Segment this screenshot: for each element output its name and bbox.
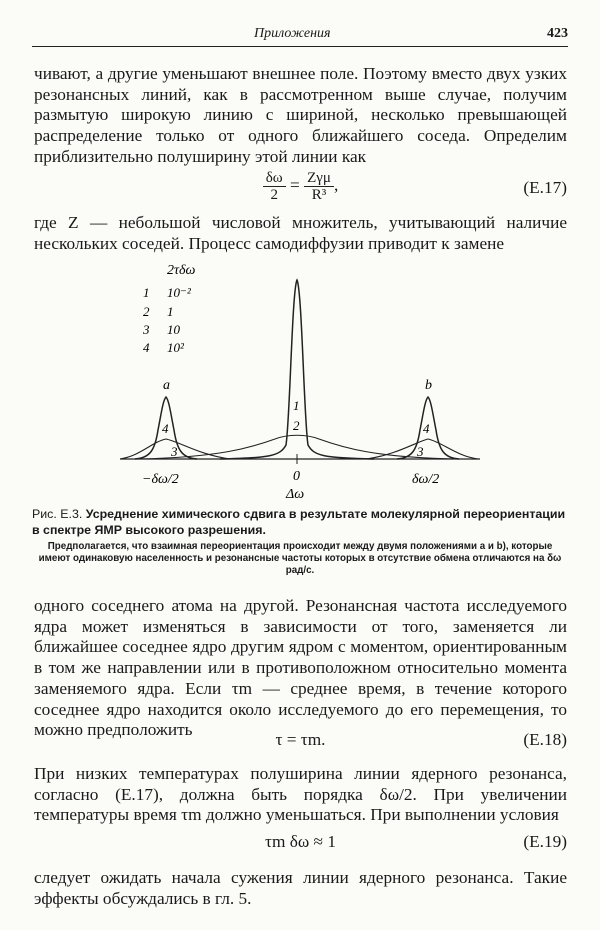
equation-label-e19: (E.19) [523,832,567,851]
legend-value-2: 1 [167,304,174,319]
equation-e19-expr: τm δω ≈ 1 [265,832,336,851]
equation-label-e18: (E.18) [523,730,567,749]
equation-e18 [34,728,567,764]
equation-e17: $\frac{\delta\omega}{2}$ = $\frac{\text{Zγμ}}{\text{R³}}$ , (E.17) [34,170,567,206]
curve-label-2: 2 [293,418,300,433]
legend-curve-2: 2 [143,304,150,319]
curve-label-4-left: 4 [162,421,169,436]
legend [142,285,192,355]
y-axis-label: 2τδω [167,263,196,278]
paragraph-5: следует ожидать начала сужения линии ядерного резонанса. Такие эффекты обсуждались в гл. 5. [34,868,567,908]
paragraph-1: чивают, а другие уменьшают внешнее поле. Поэтому вместо двух узких резонансных линий, как в рассмотренном выше случае, получим размытую широкую линию с шириной, несколько превышающей распределение только от одного ближайшего соседа. Определим приблизительно полуширину этой линии как [34,64,567,166]
legend-curve-1: 1 [143,285,150,300]
page-number: 423 [547,26,568,41]
legend-curve-3: 3 [143,322,150,337]
nmr-spectrum-figure [100,250,500,500]
caption-title: Усреднение химического сдвига в результате молекулярной переориентации в спектре ЯМР высокого разрешения. [32,507,566,537]
fraction-right: $\frac{\text{Zγμ}}{\text{R³}}$ [304,170,334,203]
peak-label-b: b [425,378,432,393]
equation-e19 [34,830,567,866]
paragraph-4: При низких температурах полуширина линии ядерного резонанса, согласно (E.17), должна быть порядка δω/2. При увеличении температуры время τm должно уменьшаться. При выполнении условия [34,764,567,825]
tick-center: 0 [293,469,300,484]
fraction-left: $\frac{\delta\omega}{2}$ [263,170,286,203]
page-header [32,24,568,47]
legend-value-1: 10⁻² [167,285,191,300]
equation-e18-expr: τ = τm. [275,730,326,749]
figure-caption [32,506,568,538]
curve-label-1: 1 [293,398,300,413]
legend-curve-4: 4 [143,340,150,355]
paragraph-3: одного соседнего атома на другой. Резонансная частота исследуемого ядра может изменяться в зависимости от того, заменяется ли ближайшее соседнее ядро другим ядром с моментом, ориентированным в том же направлении или в противоположном относительно момента заменяемого ядра. Если τm — среднее время, в течение которого соседнее ядро находится около исследуемого до его перемещения, то можно предположить [34,596,567,740]
curve-label-3-right: 3 [417,444,424,459]
x-axis-label: Δω [286,487,305,500]
paragraph-2: где Z — небольшой числовой множитель, учитывающий наличие нескольких соседей. Процесс самодиффузии приводит к замене [34,213,567,253]
tick-left: −δω/2 [142,472,179,487]
equation-label-e17: (E.17) [523,178,567,197]
legend-value-4: 10² [167,340,184,355]
tick-right: δω/2 [412,472,440,487]
legend-value-3: 10 [167,322,180,337]
curve-label-4-right: 4 [423,421,430,436]
caption-label: Рис. Е.3. [32,507,83,521]
curve-label-3-left: 3 [171,444,178,459]
figure-note: Предполагается, что взаимная переориентация происходит между двумя положениями a и b), которые имеют одинаковую населенность и резонансные частоты которых в отсутствие обмена отличаются на δω рад/с. [38,541,562,576]
running-title: Приложения [254,26,331,41]
peak-label-a: a [163,378,170,393]
